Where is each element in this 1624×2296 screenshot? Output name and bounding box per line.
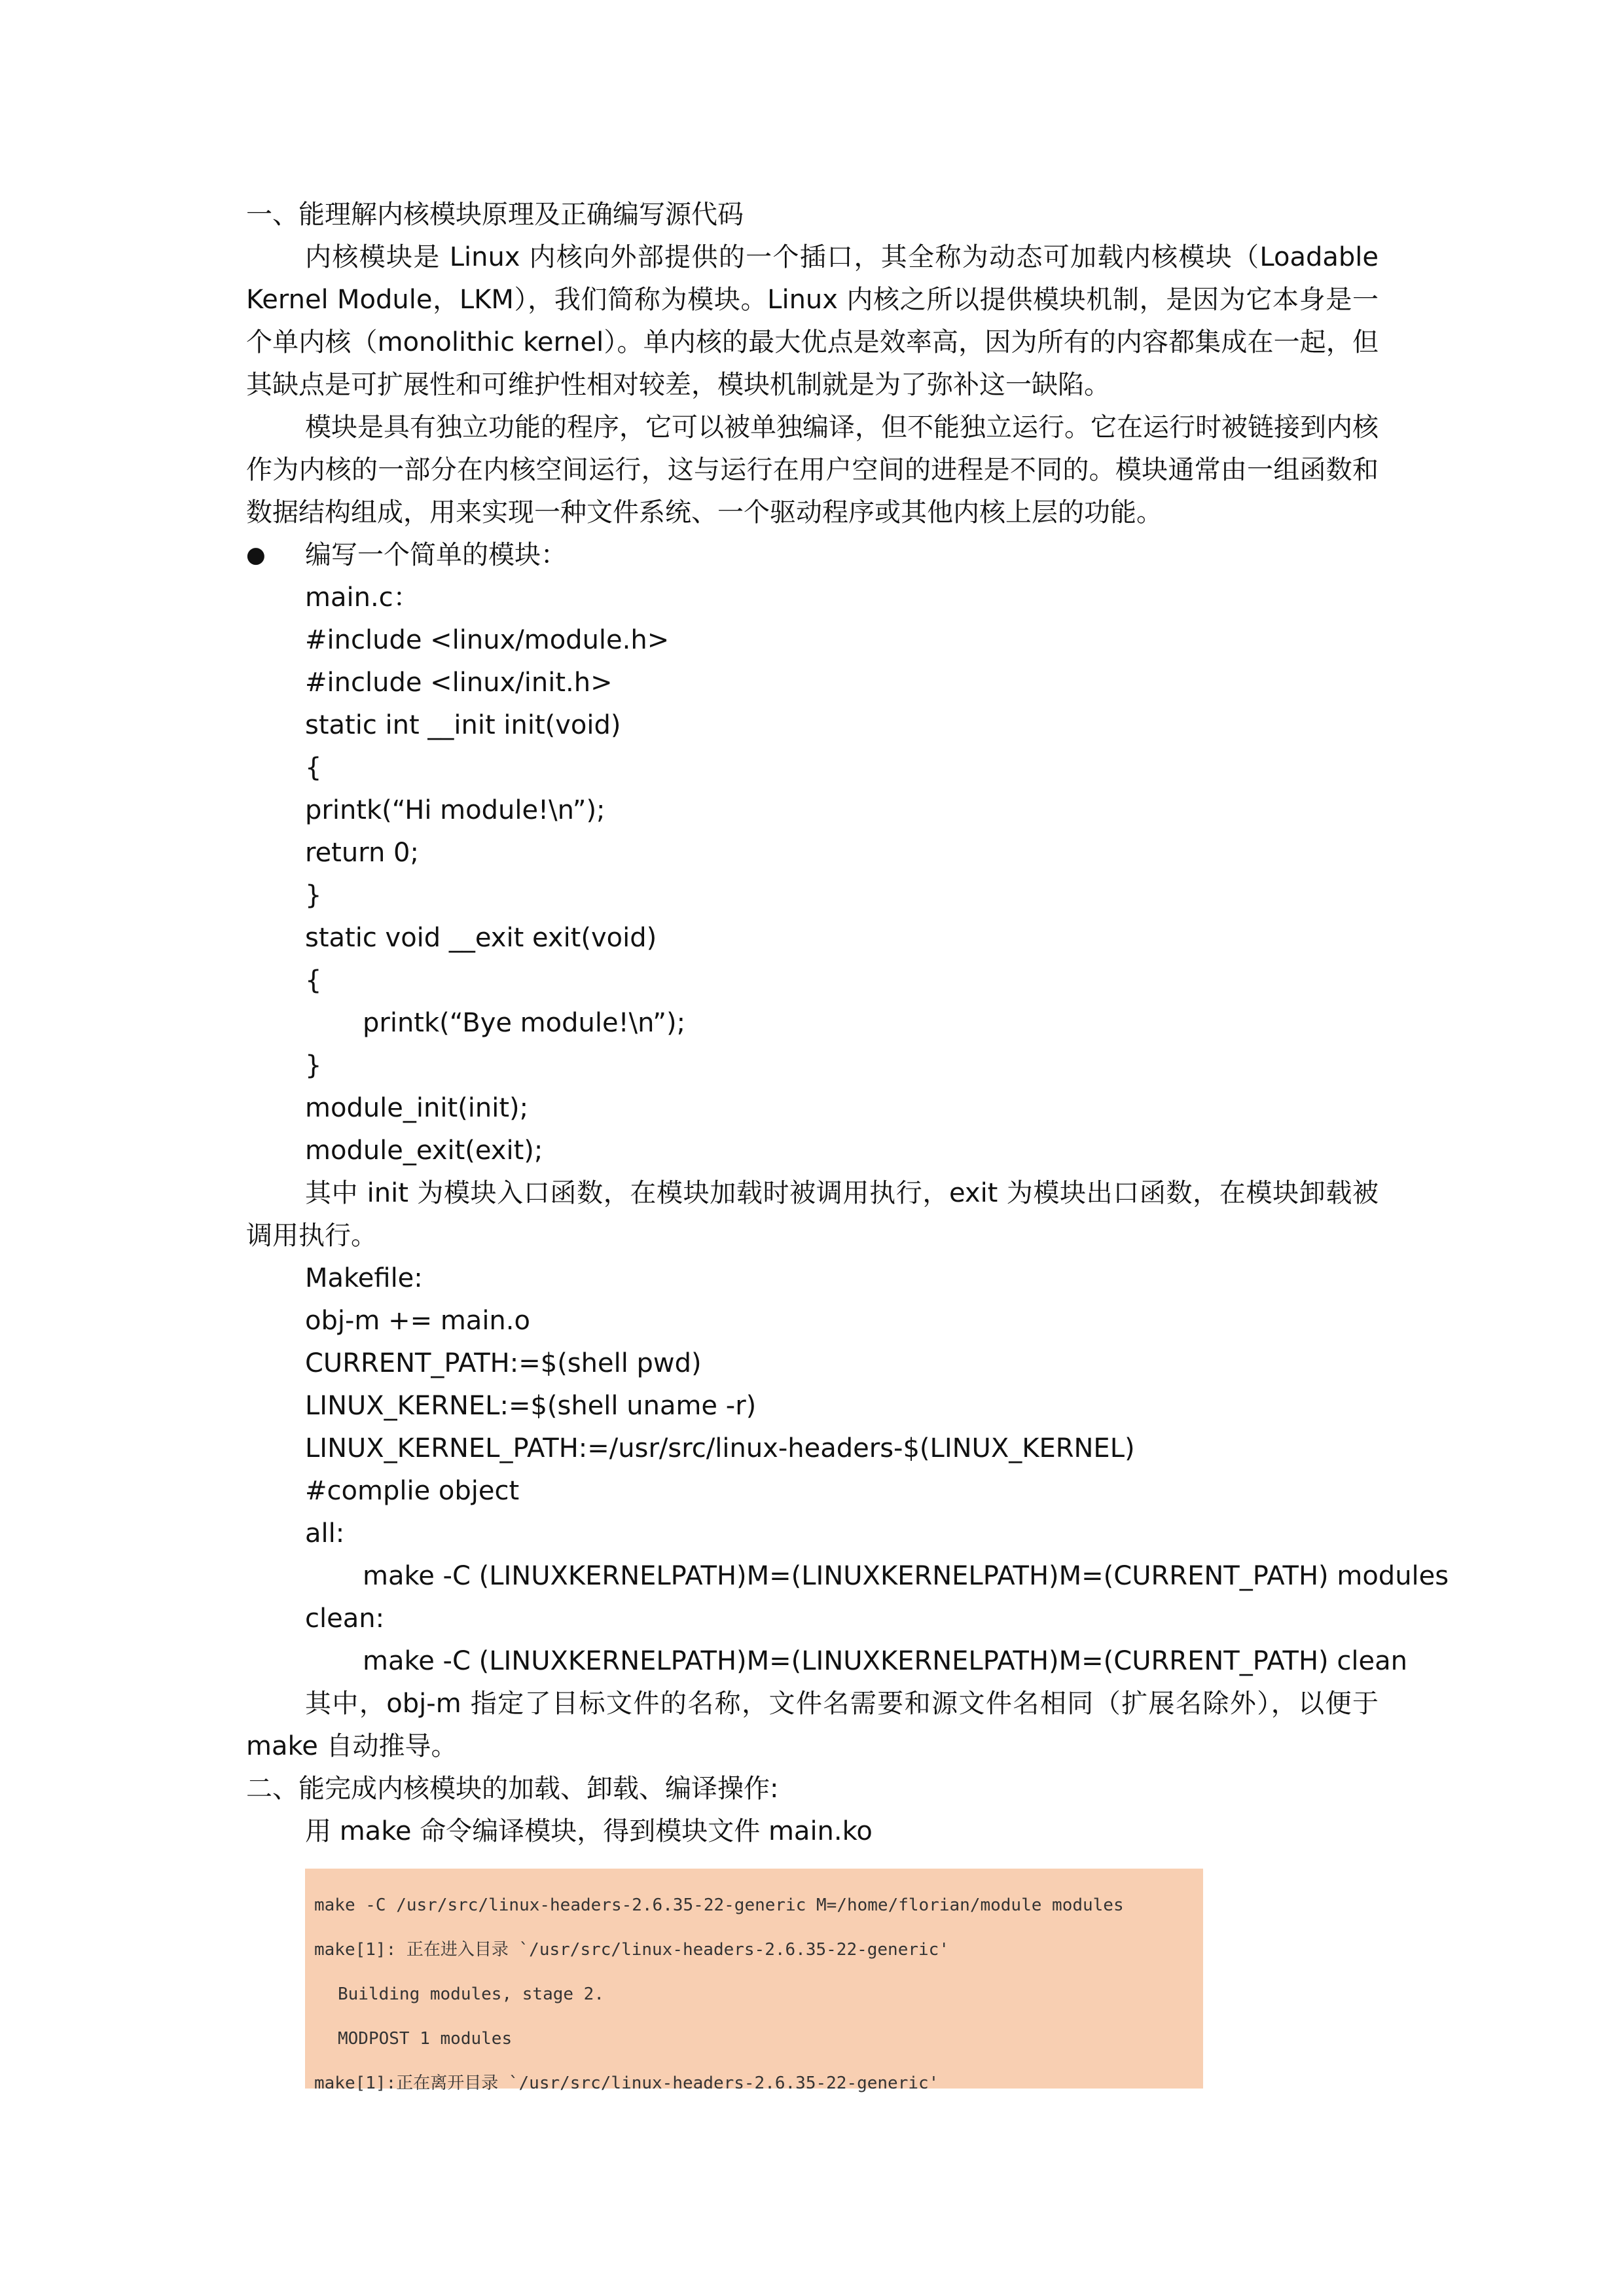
console-line: make -C /usr/src/linux-headers-2.6.35-22-generic M=/home/florian/module modules <box>314 1895 1124 1915</box>
code-line: static int __init init(void) <box>305 710 621 740</box>
section1-heading: 一、能理解内核模块原理及正确编写源代码 <box>246 200 744 230</box>
code-line: make -C (LINUXKERNELPATH)M=(LINUXKERNELPATH)M=(CURRENT_PATH) modules <box>363 1561 1449 1591</box>
code-line: } <box>305 880 322 910</box>
code-line: clean: <box>305 1604 385 1634</box>
console-line: MODPOST 1 modules <box>338 2029 513 2049</box>
code-line: LINUX_KERNEL_PATH:=/usr/src/linux-headers-$(LINUX_KERNEL) <box>305 1433 1135 1463</box>
code-line: printk(“Bye module!\n”); <box>363 1008 686 1038</box>
code-line: return 0; <box>305 838 419 868</box>
console-output-block <box>305 1869 1203 2093</box>
bullet-icon: ● <box>246 542 266 568</box>
page-content <box>246 194 1449 2093</box>
code-line: } <box>305 1050 322 1081</box>
console-line: make[1]:正在离开目录 `/usr/src/linux-headers-2.6.35-22-generic' <box>314 2073 939 2093</box>
console-line: make[1]: 正在进入目录 `/usr/src/linux-headers-2.6.35-22-generic' <box>314 1940 949 1960</box>
code-line: { <box>305 965 322 996</box>
section2-line: 用 make 命令编译模块，得到模块文件 main.ko <box>305 1816 873 1846</box>
paragraph-obj-m: 其中，obj-m 指定了目标文件的名称，文件名需要和源文件名相同（扩展名除外），以便于 make 自动推导。 <box>246 1689 1379 1761</box>
code-line: CURRENT_PATH:=$(shell pwd) <box>305 1348 702 1378</box>
code-line: { <box>305 753 322 783</box>
code-line: module_init(init); <box>305 1093 529 1123</box>
paragraph-module-description: 模块是具有独立功能的程序，它可以被单独编译，但不能独立运行。它在运行时被链接到内核作为内核的一部分在内核空间运行，这与运行在用户空间的进程是不同的。模块通常由一组函数和数据结构组成，用来实现一种文件系统、一个驱动程序或其他内核上层的功能。 <box>246 412 1379 528</box>
code-line: module_exit(exit); <box>305 1136 543 1166</box>
code-line: #include <linux/module.h> <box>305 625 670 655</box>
code-line: Makefile: <box>305 1263 423 1293</box>
section2-heading: 二、能完成内核模块的加载、卸载、编译操作: <box>246 1774 779 1804</box>
paragraph-kernel-module-intro: 内核模块是 Linux 内核向外部提供的一个插口，其全称为动态可加载内核模块（Loadable Kernel Module，LKM），我们简称为模块。Linux 内核之所以提供模块机制，是因为它本身是一个单内核（monolithic kernel）。单内核的最大优点是效率高，因为所有的内容都集成在一起，但其缺点是可扩展性和可维护性相对较差，模块机制就是为了弥补这一缺陷。 <box>246 242 1379 400</box>
code-makefile <box>246 1257 1449 1683</box>
code-line: #complie object <box>305 1476 520 1506</box>
console-line: Building modules, stage 2. <box>338 1984 604 2004</box>
code-line: obj-m += main.o <box>305 1306 530 1336</box>
code-main-c <box>246 577 1379 1172</box>
code-line: #include <linux/init.h> <box>305 668 613 698</box>
code-line: static void __exit exit(void) <box>305 923 657 953</box>
code-line: printk(“Hi module!\n”); <box>305 795 605 825</box>
bullet-write-module <box>246 534 1379 577</box>
code-line: main.c： <box>305 583 420 613</box>
code-line: all: <box>305 1518 345 1549</box>
bullet-text: 编写一个简单的模块： <box>305 540 567 570</box>
code-line: make -C (LINUXKERNELPATH)M=(LINUXKERNELPATH)M=(CURRENT_PATH) clean <box>363 1646 1407 1676</box>
code-line: LINUX_KERNEL:=$(shell uname -r) <box>305 1391 757 1421</box>
paragraph-init-exit: 其中 init 为模块入口函数，在模块加载时被调用执行，exit 为模块出口函数，在模块卸载被调用执行。 <box>246 1178 1379 1251</box>
